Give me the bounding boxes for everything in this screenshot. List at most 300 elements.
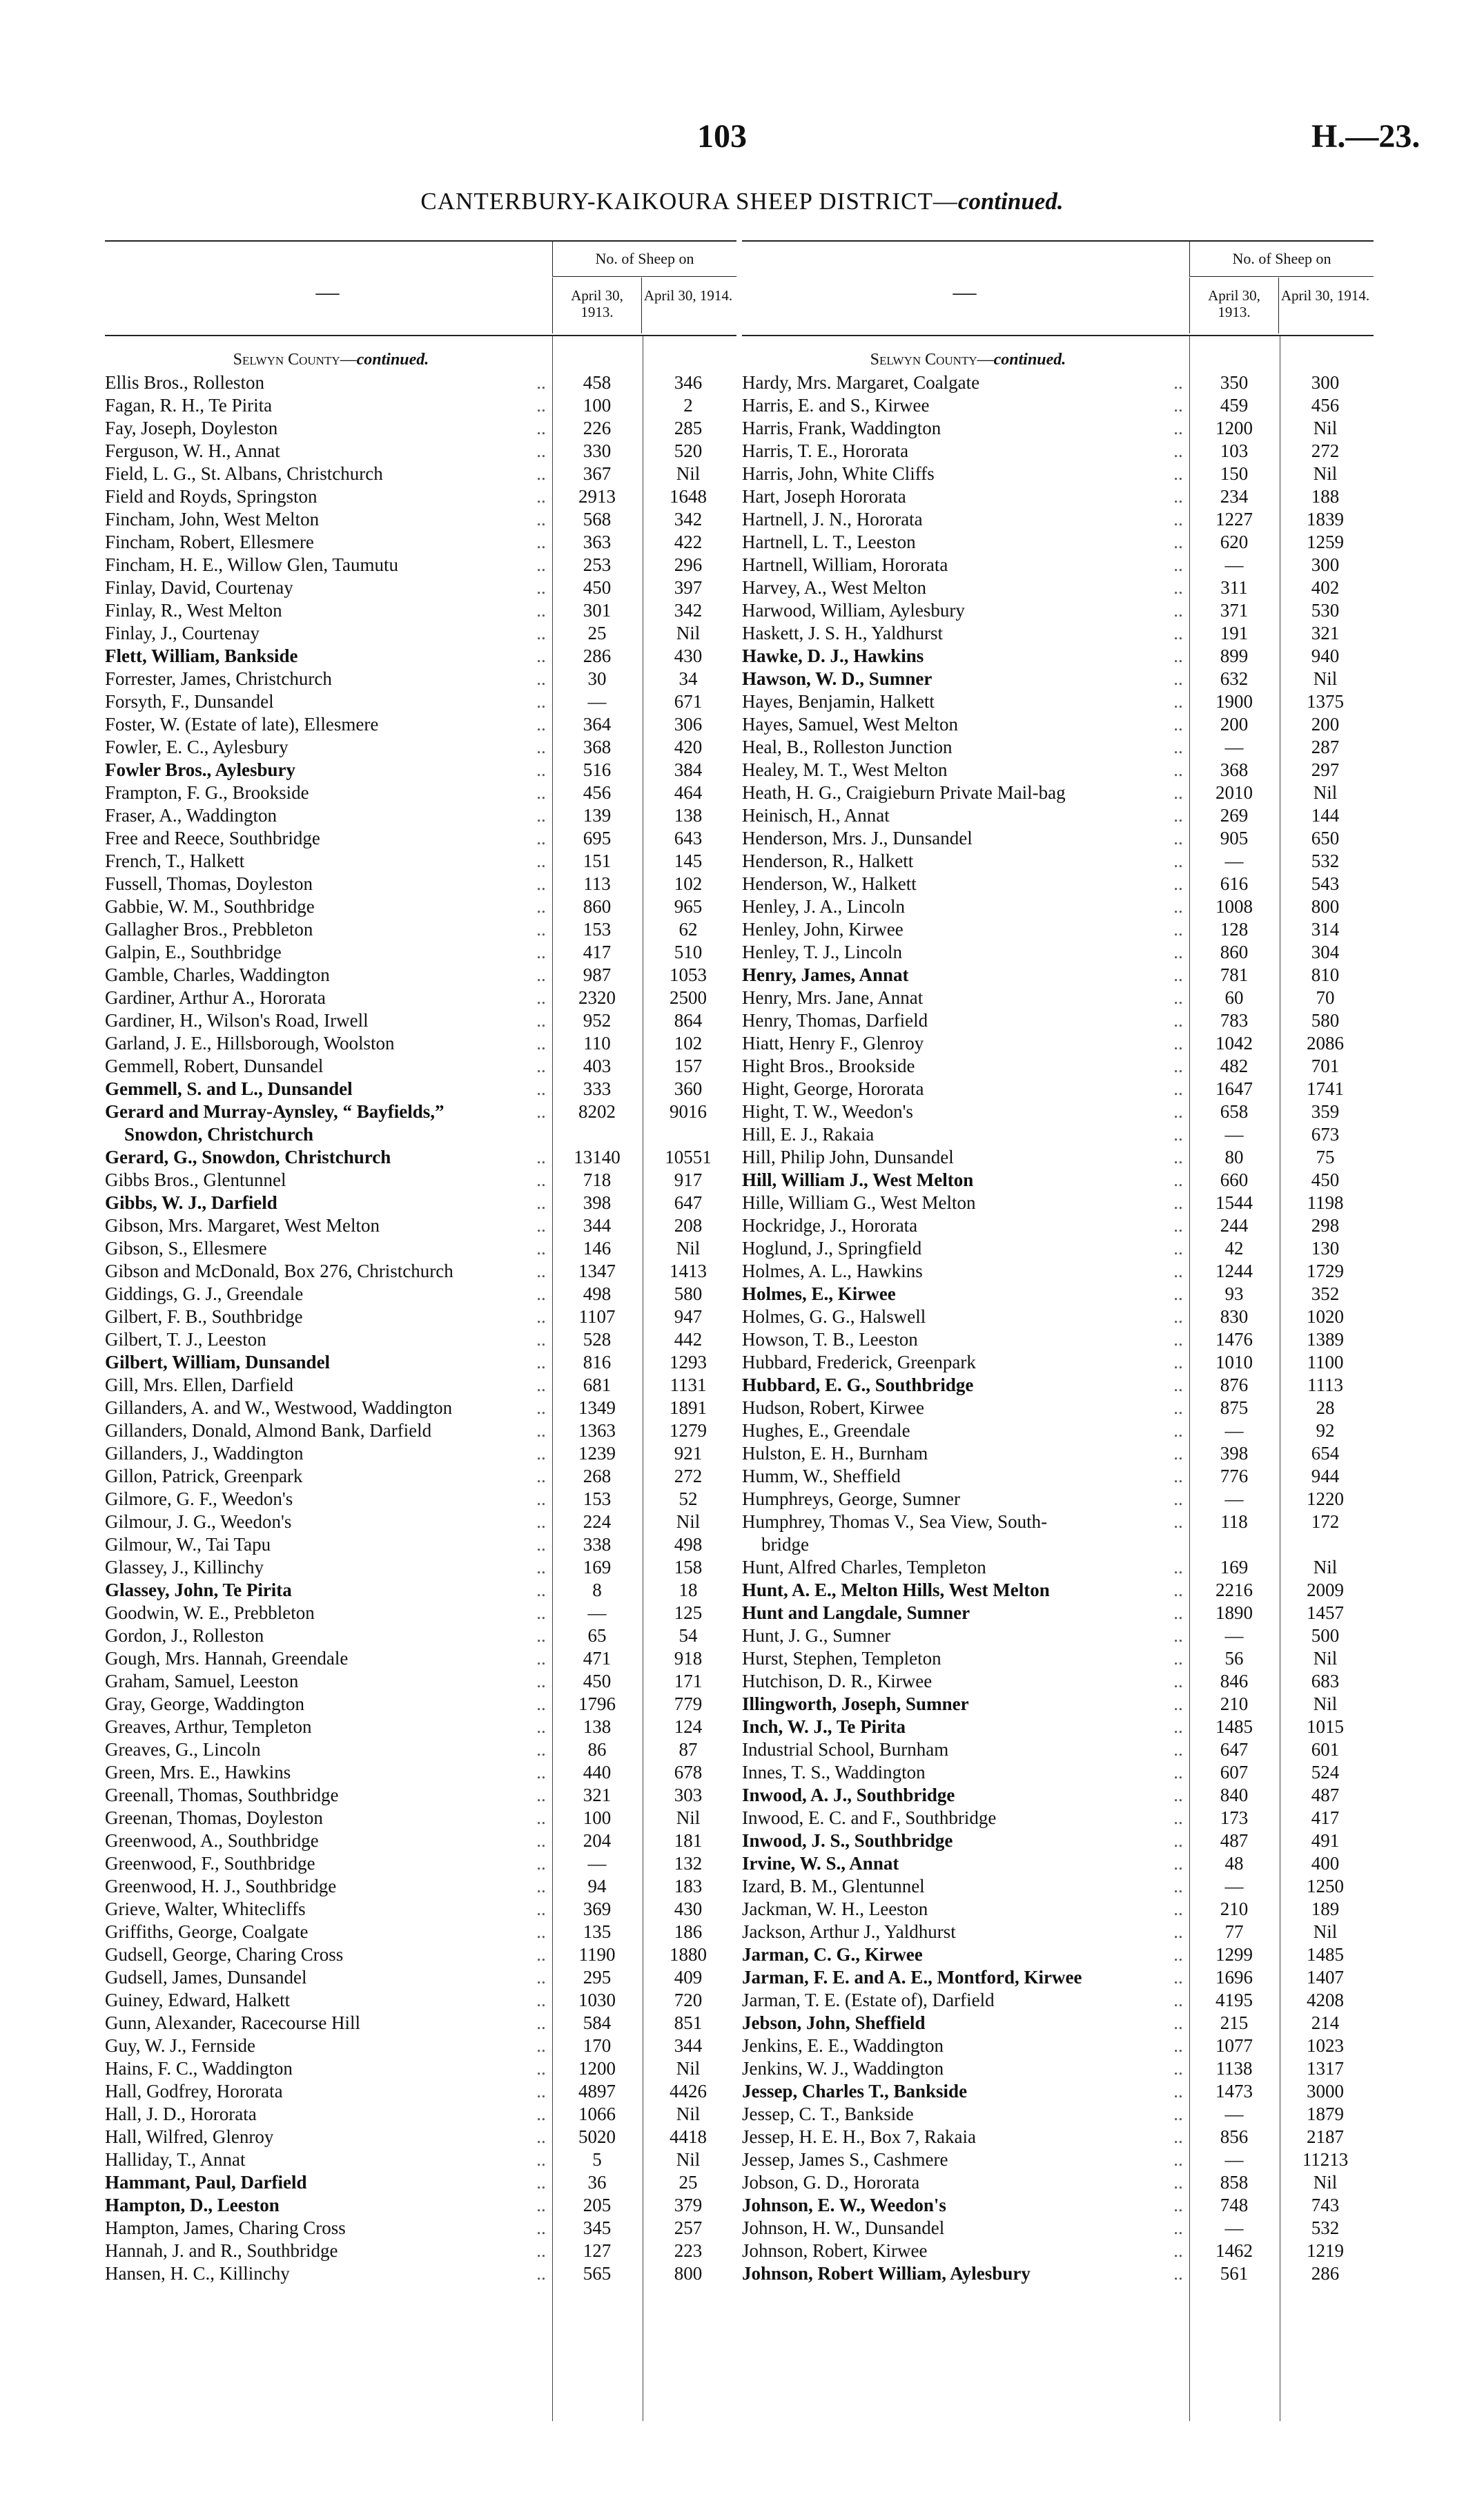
sheep-1914: Nil	[1313, 782, 1338, 803]
document-reference: H.—23.	[1311, 118, 1420, 155]
sheep-1914: 352	[1311, 1283, 1340, 1304]
sheep-1914: 10551	[665, 1147, 712, 1167]
sheep-1913: 153	[583, 1488, 612, 1509]
sheep-1914: 1317	[1307, 2058, 1344, 2079]
sheep-1914: 304	[1311, 942, 1340, 962]
table-row: Gerard and Murray-Aynsley, “ Bayfields,” .. 8202 9016	[105, 1100, 736, 1123]
sheep-1914: Nil	[1313, 1693, 1338, 1714]
table-row: Jarman, C. G., Kirwee .. 1299 1485	[742, 1943, 1374, 1966]
sheep-1913: 345	[583, 2217, 612, 2238]
sheep-1914: 130	[1311, 1238, 1340, 1259]
sheep-1914: 188	[1311, 486, 1340, 507]
owner-name: Field, L. G., St. Albans, Christchurch	[105, 463, 383, 484]
sheep-1913: 846	[1220, 1671, 1249, 1691]
owner-name: Galpin, E., Southbridge	[105, 942, 282, 962]
sheep-1913: 146	[583, 1238, 612, 1259]
sheep-1913: 30	[587, 668, 607, 689]
sheep-1914: 4208	[1307, 1990, 1344, 2010]
owner-name: Harris, T. E., Hororata	[742, 440, 909, 461]
table-row: Hawke, D. J., Hawkins .. 899 940	[742, 645, 1374, 668]
sheep-1913: 127	[583, 2240, 612, 2261]
owner-name: Henley, J. A., Lincoln	[742, 896, 905, 917]
owner-name: bridge	[761, 1534, 809, 1555]
owner-name: Gordon, J., Rolleston	[105, 1625, 264, 1646]
sheep-1914: 298	[1311, 1215, 1340, 1236]
sheep-1914: 62	[678, 919, 698, 940]
sheep-1913: 100	[583, 1807, 612, 1828]
owner-name: Jebson, John, Sheffield	[742, 2012, 926, 2033]
sheep-1913: 113	[583, 873, 611, 894]
sheep-1913: 8202	[578, 1101, 616, 1122]
sheep-1913: 487	[1220, 1830, 1249, 1851]
table-row: Hayes, Samuel, West Melton .. 200 200	[742, 713, 1374, 736]
table-row: Gabbie, W. M., Southbridge .. 860 965	[105, 895, 736, 918]
sheep-1913: 1544	[1215, 1192, 1253, 1213]
owner-name: Johnson, Robert William, Aylesbury	[742, 2263, 1031, 2284]
sheep-1914: 287	[1311, 737, 1340, 757]
table-row: Jebson, John, Sheffield .. 215 214	[742, 2012, 1374, 2035]
owner-name: Harris, Frank, Waddington	[742, 418, 941, 438]
owner-name: Hartnell, William, Hororata	[742, 554, 948, 575]
owner-name: Inwood, J. S., Southbridge	[742, 1830, 953, 1851]
sheep-1914: 144	[1311, 805, 1340, 826]
table-row: Hockridge, J., Hororata .. 244 298	[742, 1214, 1374, 1237]
header-col-1913: April 30, 1913.	[552, 278, 642, 333]
table-row: Gudsell, George, Charing Cross .. 1190 1880	[105, 1943, 736, 1966]
sheep-1914: 647	[674, 1192, 703, 1213]
sheep-1914: 34	[678, 668, 698, 689]
table-row: Hall, J. D., Hororata .. 1066 Nil	[105, 2103, 736, 2126]
owner-name: Greenwood, F., Southbridge	[105, 1853, 315, 1874]
sheep-1914: 171	[674, 1671, 703, 1691]
sheep-1913: 368	[583, 737, 612, 757]
table-row: Harris, Frank, Waddington .. 1200 Nil	[742, 417, 1374, 440]
owner-name: Gerard, G., Snowdon, Christchurch	[105, 1147, 391, 1167]
sheep-1913: 4195	[1215, 1990, 1253, 2010]
sheep-1913: 169	[1220, 1557, 1249, 1577]
header-dash: —	[953, 280, 977, 305]
sheep-1913: 150	[1220, 463, 1249, 484]
table-row: Hampton, James, Charing Cross .. 345 257	[105, 2217, 736, 2240]
sheep-1913: 60	[1224, 987, 1244, 1008]
owner-name: Henry, James, Annat	[742, 964, 909, 985]
owner-name: Heinisch, H., Annat	[742, 805, 890, 826]
table-row: Inch, W. J., Te Pirita .. 1485 1015	[742, 1716, 1374, 1738]
table-row: Hughes, E., Greendale .. — 92	[742, 1419, 1374, 1442]
table-row: Hunt, J. G., Sumner .. — 500	[742, 1624, 1374, 1647]
sheep-1914: 18	[678, 1580, 698, 1600]
table-row: Hartnell, L. T., Leeston .. 620 1259	[742, 531, 1374, 554]
table-row: Glassey, J., Killinchy .. 169 158	[105, 1556, 736, 1579]
table-row: Humphreys, George, Sumner .. — 1220	[742, 1488, 1374, 1511]
sheep-1914: 409	[674, 1967, 703, 1988]
table-row: Henley, J. A., Lincoln .. 1008 800	[742, 895, 1374, 918]
sheep-1914: 2009	[1307, 1580, 1344, 1600]
header-col-1913: April 30, 1913.	[1189, 278, 1279, 333]
sheep-1914: 303	[674, 1785, 703, 1805]
sheep-1913: 695	[583, 828, 612, 848]
table-row: Gray, George, Waddington .. 1796 779	[105, 1693, 736, 1716]
sheep-1913: 1227	[1215, 509, 1253, 530]
owner-name: Ferguson, W. H., Annat	[105, 440, 280, 461]
sheep-1914: 671	[674, 691, 703, 712]
owner-name: Fincham, John, West Melton	[105, 509, 320, 530]
sheep-1913: 1363	[578, 1420, 616, 1441]
sheep-1914: 678	[674, 1762, 703, 1783]
sheep-1913: 516	[583, 759, 612, 780]
sheep-1914: 580	[674, 1283, 703, 1304]
sheep-1914: 397	[674, 577, 703, 598]
sheep-1913: 840	[1220, 1785, 1249, 1805]
table-row: Hammant, Paul, Darfield .. 36 25	[105, 2171, 736, 2194]
sheep-1913: 2216	[1215, 1580, 1253, 1600]
table-row: Finlay, R., West Melton .. 301 342	[105, 599, 736, 622]
sheep-1914: 1113	[1307, 1375, 1343, 1395]
sheep-1914: 300	[1311, 372, 1340, 393]
sheep-1913: 13140	[574, 1147, 621, 1167]
owner-name: Gemmell, Robert, Dunsandel	[105, 1056, 324, 1076]
table-row: Gibson and McDonald, Box 276, Christchurch .. 1347 1413	[105, 1260, 736, 1283]
sheep-1914: 1648	[670, 486, 707, 507]
owner-name: Henley, T. J., Lincoln	[742, 942, 902, 962]
sheep-1914: 1407	[1307, 1967, 1344, 1988]
sheep-1914: 510	[674, 942, 703, 962]
sheep-1913: 632	[1220, 668, 1249, 689]
table-row: Hill, E. J., Rakaia .. — 673	[742, 1123, 1374, 1146]
table-row: Howson, T. B., Leeston .. 1476 1389	[742, 1328, 1374, 1351]
owner-name: Fincham, Robert, Ellesmere	[105, 532, 314, 552]
sheep-1913: 170	[583, 2035, 612, 2056]
table-row: Humm, W., Sheffield .. 776 944	[742, 1465, 1374, 1488]
owner-name: Gudsell, James, Dunsandel	[105, 1967, 307, 1988]
sheep-1914: 918	[674, 1648, 703, 1669]
table-row: Healey, M. T., West Melton .. 368 297	[742, 759, 1374, 781]
owner-name: Henderson, Mrs. J., Dunsandel	[742, 828, 973, 848]
owner-name: Inch, W. J., Te Pirita	[742, 1716, 906, 1737]
table-row: Jessep, C. T., Bankside .. — 1879	[742, 2103, 1374, 2126]
table-row: Hiatt, Henry F., Glenroy .. 1042 2086	[742, 1032, 1374, 1055]
sheep-1913: 568	[583, 509, 612, 530]
owner-name: Illingworth, Joseph, Sumner	[742, 1693, 969, 1714]
table-row: Johnson, Robert, Kirwee .. 1462 1219	[742, 2240, 1374, 2262]
header-col-1914: April 30, 1914.	[1280, 287, 1370, 304]
sheep-1913: 118	[1220, 1511, 1248, 1532]
sheep-1914: 9016	[670, 1101, 707, 1122]
owner-name: Hammant, Paul, Darfield	[105, 2172, 307, 2193]
owner-name: Fagan, R. H., Te Pirita	[105, 395, 273, 416]
owner-name: Fussell, Thomas, Doyleston	[105, 873, 313, 894]
sheep-1914: Nil	[676, 1238, 701, 1259]
sheep-1914: 420	[674, 737, 703, 757]
table-row: Gilmour, J. G., Weedon's .. 224 Nil	[105, 1511, 736, 1533]
sheep-1913: 1030	[578, 1990, 616, 2010]
owner-name: Jackman, W. H., Leeston	[742, 1899, 928, 1919]
sheep-1913: 1244	[1215, 1261, 1253, 1281]
sheep-1913: 1066	[578, 2104, 616, 2124]
table-row: Jenkins, E. E., Waddington .. 1077 1023	[742, 2035, 1374, 2057]
sheep-1914: 272	[1311, 440, 1340, 461]
sheep-1913: 100	[583, 395, 612, 416]
sheep-1914: 124	[674, 1716, 703, 1737]
sheep-1913: 110	[583, 1033, 611, 1054]
sheep-1913: —	[1224, 2104, 1244, 2124]
sheep-1913: 344	[583, 1215, 612, 1236]
sheep-1913: 200	[1220, 714, 1249, 735]
table-row: Grieve, Walter, Whitecliffs .. 369 430	[105, 1898, 736, 1921]
sheep-1913: —	[587, 1853, 607, 1874]
table-row: Hunt, Alfred Charles, Templeton .. 169 Nil	[742, 1556, 1374, 1579]
sheep-1914: 965	[674, 896, 703, 917]
owner-name: Gardiner, H., Wilson's Road, Irwell	[105, 1010, 369, 1031]
owner-name: Jessep, Charles T., Bankside	[742, 2081, 968, 2101]
sheep-1914: 1879	[1307, 2104, 1344, 2124]
table-row: Hulston, E. H., Burnham .. 398 654	[742, 1442, 1374, 1465]
table-row: Hall, Wilfred, Glenroy .. 5020 4418	[105, 2126, 736, 2148]
owner-name: Gough, Mrs. Hannah, Greendale	[105, 1648, 349, 1669]
table-row: Heinisch, H., Annat .. 269 144	[742, 804, 1374, 827]
sheep-1914: Nil	[676, 2058, 701, 2079]
sheep-1913: 1476	[1215, 1329, 1253, 1350]
sheep-1913: 363	[583, 532, 612, 552]
table-row: Hartnell, William, Hororata .. — 300	[742, 554, 1374, 576]
table-body	[105, 336, 736, 2421]
sheep-1914: 296	[674, 554, 703, 575]
owner-name: Hartnell, J. N., Hororata	[742, 509, 923, 530]
owner-name: Hughes, E., Greendale	[742, 1420, 910, 1441]
table-row: Inwood, A. J., Southbridge .. 840 487	[742, 1784, 1374, 1807]
sheep-1913: 498	[583, 1283, 612, 1304]
table-row: Illingworth, Joseph, Sumner .. 210 Nil	[742, 1693, 1374, 1716]
sheep-1914: 189	[1311, 1899, 1340, 1919]
table-row: Gallagher Bros., Prebbleton .. 153 62	[105, 918, 736, 941]
table-row: Fagan, R. H., Te Pirita .. 100 2	[105, 394, 736, 417]
sheep-1914: 384	[674, 759, 703, 780]
table-row: Hunt and Langdale, Sumner .. 1890 1457	[742, 1602, 1374, 1624]
table-row: Hill, Philip John, Dunsandel .. 80 75	[742, 1146, 1374, 1169]
table-row: Hight, George, Hororata .. 1647 1741	[742, 1078, 1374, 1100]
sheep-1914: 183	[674, 1876, 703, 1896]
table-row: Gilbert, T. J., Leeston .. 528 442	[105, 1328, 736, 1351]
sheep-1913: —	[1224, 1625, 1244, 1646]
sheep-1914: 125	[674, 1602, 703, 1623]
owner-name: Fincham, H. E., Willow Glen, Taumutu	[105, 554, 398, 575]
sheep-1913: 350	[1220, 372, 1249, 393]
table-row: Gordon, J., Rolleston .. 65 54	[105, 1624, 736, 1647]
owner-name: Gabbie, W. M., Southbridge	[105, 896, 315, 917]
sheep-1914: 532	[1311, 2217, 1340, 2238]
table-row: Frampton, F. G., Brookside .. 456 464	[105, 781, 736, 804]
table-row: Gibson, Mrs. Margaret, West Melton .. 344 208	[105, 1214, 736, 1237]
table-row: Henderson, R., Halkett .. — 532	[742, 850, 1374, 873]
sheep-1914: 186	[674, 1921, 703, 1942]
sheep-1913: 330	[583, 440, 612, 461]
table-row: Hardy, Mrs. Margaret, Coalgate .. 350 300	[742, 371, 1374, 394]
sheep-1914: 524	[1311, 1762, 1340, 1783]
sheep-1913: 398	[583, 1192, 612, 1213]
sheep-1913: 471	[583, 1648, 612, 1669]
sheep-1914: 214	[1311, 2012, 1340, 2033]
sheep-1914: 157	[674, 1056, 703, 1076]
table-row: Henry, Thomas, Darfield .. 783 580	[742, 1009, 1374, 1032]
right-rows	[742, 336, 1374, 2285]
sheep-1913: 816	[583, 1352, 612, 1372]
table-row: Harvey, A., West Melton .. 311 402	[742, 576, 1374, 599]
owner-name: Greenwood, A., Southbridge	[105, 1830, 319, 1851]
owner-name: Grieve, Walter, Whitecliffs	[105, 1899, 306, 1919]
sheep-1914: 1389	[1307, 1329, 1344, 1350]
sheep-1914: 223	[674, 2240, 703, 2261]
table-row: Johnson, E. W., Weedon's .. 748 743	[742, 2194, 1374, 2217]
table-row: Jessep, James S., Cashmere .. — 11213	[742, 2148, 1374, 2171]
owner-name: Gilmore, G. F., Weedon's	[105, 1488, 293, 1509]
table-row: Giddings, G. J., Greendale .. 498 580	[105, 1283, 736, 1305]
table-row: Glassey, John, Te Pirita .. 8 18	[105, 1579, 736, 1602]
sheep-1913: 718	[583, 1169, 612, 1190]
sheep-1914: 940	[1311, 645, 1340, 666]
owner-name: Gilmour, J. G., Weedon's	[105, 1511, 292, 1532]
table-row: Gough, Mrs. Hannah, Greendale .. 471 918	[105, 1647, 736, 1670]
owner-name: Glassey, John, Te Pirita	[105, 1580, 292, 1600]
sheep-1913: 584	[583, 2012, 612, 2033]
sheep-1914: 800	[674, 2263, 703, 2284]
header-group: No. of Sheep on	[552, 242, 736, 277]
owner-name: Hurst, Stephen, Templeton	[742, 1648, 941, 1669]
table-row: Gardiner, H., Wilson's Road, Irwell .. 952 864	[105, 1009, 736, 1032]
table-row: Haskett, J. S. H., Yaldhurst .. 191 321	[742, 622, 1374, 645]
sheep-1914: 181	[674, 1830, 703, 1851]
table-row: Henderson, W., Halkett .. 616 543	[742, 873, 1374, 895]
sheep-1913: 36	[587, 2172, 607, 2193]
table-row: Inwood, E. C. and F., Southbridge .. 173 417	[742, 1807, 1374, 1829]
table-row: Harwood, William, Aylesbury .. 371 530	[742, 599, 1374, 622]
table-row: Johnson, Robert William, Aylesbury .. 561 286	[742, 2262, 1374, 2285]
owner-name: Hampton, D., Leeston	[105, 2195, 280, 2215]
owner-name: Henderson, R., Halkett	[742, 851, 914, 871]
sheep-1914: 1729	[1307, 1261, 1344, 1281]
table-row: Gunn, Alexander, Racecourse Hill .. 584 851	[105, 2012, 736, 2035]
table-row: Izard, B. M., Glentunnel .. — 1250	[742, 1875, 1374, 1898]
owner-name: Hubbard, E. G., Southbridge	[742, 1375, 974, 1395]
sheep-1913: 1696	[1215, 1967, 1253, 1988]
sheep-1913: 371	[1220, 600, 1249, 621]
owner-name: Heal, B., Rolleston Junction	[742, 737, 953, 757]
sheep-1914: 4426	[670, 2081, 707, 2101]
owner-name: Hawson, W. D., Sumner	[742, 668, 933, 689]
sheep-1913: 94	[587, 1876, 607, 1896]
table-row: Fussell, Thomas, Doyleston .. 113 102	[105, 873, 736, 895]
owner-name: Hains, F. C., Waddington	[105, 2058, 293, 2079]
sheep-1913: 905	[1220, 828, 1249, 848]
table-row: Hawson, W. D., Sumner .. 632 Nil	[742, 668, 1374, 690]
sheep-1914: 306	[674, 714, 703, 735]
owner-name: Henley, John, Kirwee	[742, 919, 904, 940]
sheep-1914: 947	[674, 1306, 703, 1327]
sheep-1913: 830	[1220, 1306, 1249, 1327]
sheep-1914: 1219	[1307, 2240, 1344, 2261]
sheep-1914: 1250	[1307, 1876, 1344, 1896]
table-row: Hubbard, E. G., Southbridge .. 876 1113	[742, 1374, 1374, 1397]
table-row: Hansen, H. C., Killinchy .. 565 800	[105, 2262, 736, 2285]
owner-name: French, T., Halkett	[105, 851, 245, 871]
owner-name: Gudsell, George, Charing Cross	[105, 1944, 344, 1965]
sheep-1914: 417	[1311, 1807, 1340, 1828]
owner-name: Halliday, T., Annat	[105, 2149, 246, 2170]
owner-name: Industrial School, Burnham	[742, 1739, 949, 1760]
table-row: Green, Mrs. E., Hawkins .. 440 678	[105, 1761, 736, 1784]
owner-name: Greenan, Thomas, Doyleston	[105, 1807, 323, 1828]
table-header	[742, 240, 1374, 336]
sheep-1914: 654	[1311, 1443, 1340, 1464]
table-row: Hubbard, Frederick, Greenpark .. 1010 1100	[742, 1351, 1374, 1374]
table-row: Henry, Mrs. Jane, Annat .. 60 70	[742, 987, 1374, 1009]
sheep-1914: 28	[1316, 1397, 1335, 1418]
sheep-1913: 616	[1220, 873, 1249, 894]
table-row: Finlay, J., Courtenay .. 25 Nil	[105, 622, 736, 645]
owner-name: Ellis Bros., Rolleston	[105, 372, 265, 393]
table-row: Harris, E. and S., Kirwee .. 459 456	[742, 394, 1374, 417]
sheep-1913: 565	[583, 2263, 612, 2284]
header-dash: —	[315, 280, 340, 305]
sheep-1914: 779	[674, 1693, 703, 1714]
table-row: Jessep, H. E. H., Box 7, Rakaia .. 856 2187	[742, 2126, 1374, 2148]
sheep-1914: 456	[1311, 395, 1340, 416]
owner-name: Humm, W., Sheffield	[742, 1466, 901, 1486]
sheep-1914: 532	[1311, 851, 1340, 871]
sheep-1914: 530	[1311, 600, 1340, 621]
sheep-1914: 102	[674, 1033, 703, 1054]
sheep-1913: 1462	[1215, 2240, 1253, 2261]
table-row: Finlay, David, Courtenay .. 450 397	[105, 576, 736, 599]
table-row: Free and Reece, Southbridge .. 695 643	[105, 827, 736, 850]
sheep-1913: 210	[1220, 1693, 1249, 1714]
table-row: Fay, Joseph, Doyleston .. 226 285	[105, 417, 736, 440]
owner-name: Henry, Thomas, Darfield	[742, 1010, 928, 1031]
table-row: Hutchison, D. R., Kirwee .. 846 683	[742, 1670, 1374, 1693]
owner-name: Hunt, A. E., Melton Hills, West Melton	[742, 1580, 1050, 1600]
table-row: Fincham, John, West Melton .. 568 342	[105, 508, 736, 531]
owner-name: Healey, M. T., West Melton	[742, 759, 948, 780]
sheep-1914: 11213	[1302, 2149, 1349, 2170]
sheep-1914: 1131	[670, 1375, 707, 1395]
table-row: Gillon, Patrick, Greenpark .. 268 272	[105, 1465, 736, 1488]
owner-name: Graham, Samuel, Leeston	[105, 1671, 299, 1691]
sheep-1913: 8	[592, 1580, 602, 1600]
sheep-1914: Nil	[676, 2149, 701, 2170]
owner-name: Holmes, E., Kirwee	[742, 1283, 896, 1304]
table-row: Hight, T. W., Weedon's .. 658 359	[742, 1100, 1374, 1123]
table-row: Field and Royds, Springston .. 2913 1648	[105, 485, 736, 508]
sheep-1914: 2	[683, 395, 693, 416]
sheep-1913: 169	[583, 1557, 612, 1577]
sheep-1914: 286	[1311, 2263, 1340, 2284]
page-number: 103	[697, 118, 747, 155]
owner-name: Hayes, Samuel, West Melton	[742, 714, 959, 735]
sheep-1913: 450	[583, 1671, 612, 1691]
owner-name: Jessep, C. T., Bankside	[742, 2104, 914, 2124]
owner-name: Haskett, J. S. H., Yaldhurst	[742, 623, 944, 643]
owner-name: Johnson, E. W., Weedon's	[742, 2195, 946, 2215]
title-main: CANTERBURY-KAIKOURA SHEEP DISTRICT—	[420, 188, 958, 215]
table-row: Foster, W. (Estate of late), Ellesmere .. 364 306	[105, 713, 736, 736]
owner-name: Hight Bros., Brookside	[742, 1056, 915, 1076]
sheep-1913: 1796	[578, 1693, 616, 1714]
owner-name: Gilbert, F. B., Southbridge	[105, 1306, 303, 1327]
sheep-1914: 743	[1311, 2195, 1340, 2215]
sheep-1913: 5	[592, 2149, 602, 2170]
owner-name: Jarman, F. E. and A. E., Montford, Kirwee	[742, 1967, 1082, 1988]
owner-name: Hartnell, L. T., Leeston	[742, 532, 916, 552]
owner-name: Inwood, E. C. and F., Southbridge	[742, 1807, 997, 1828]
